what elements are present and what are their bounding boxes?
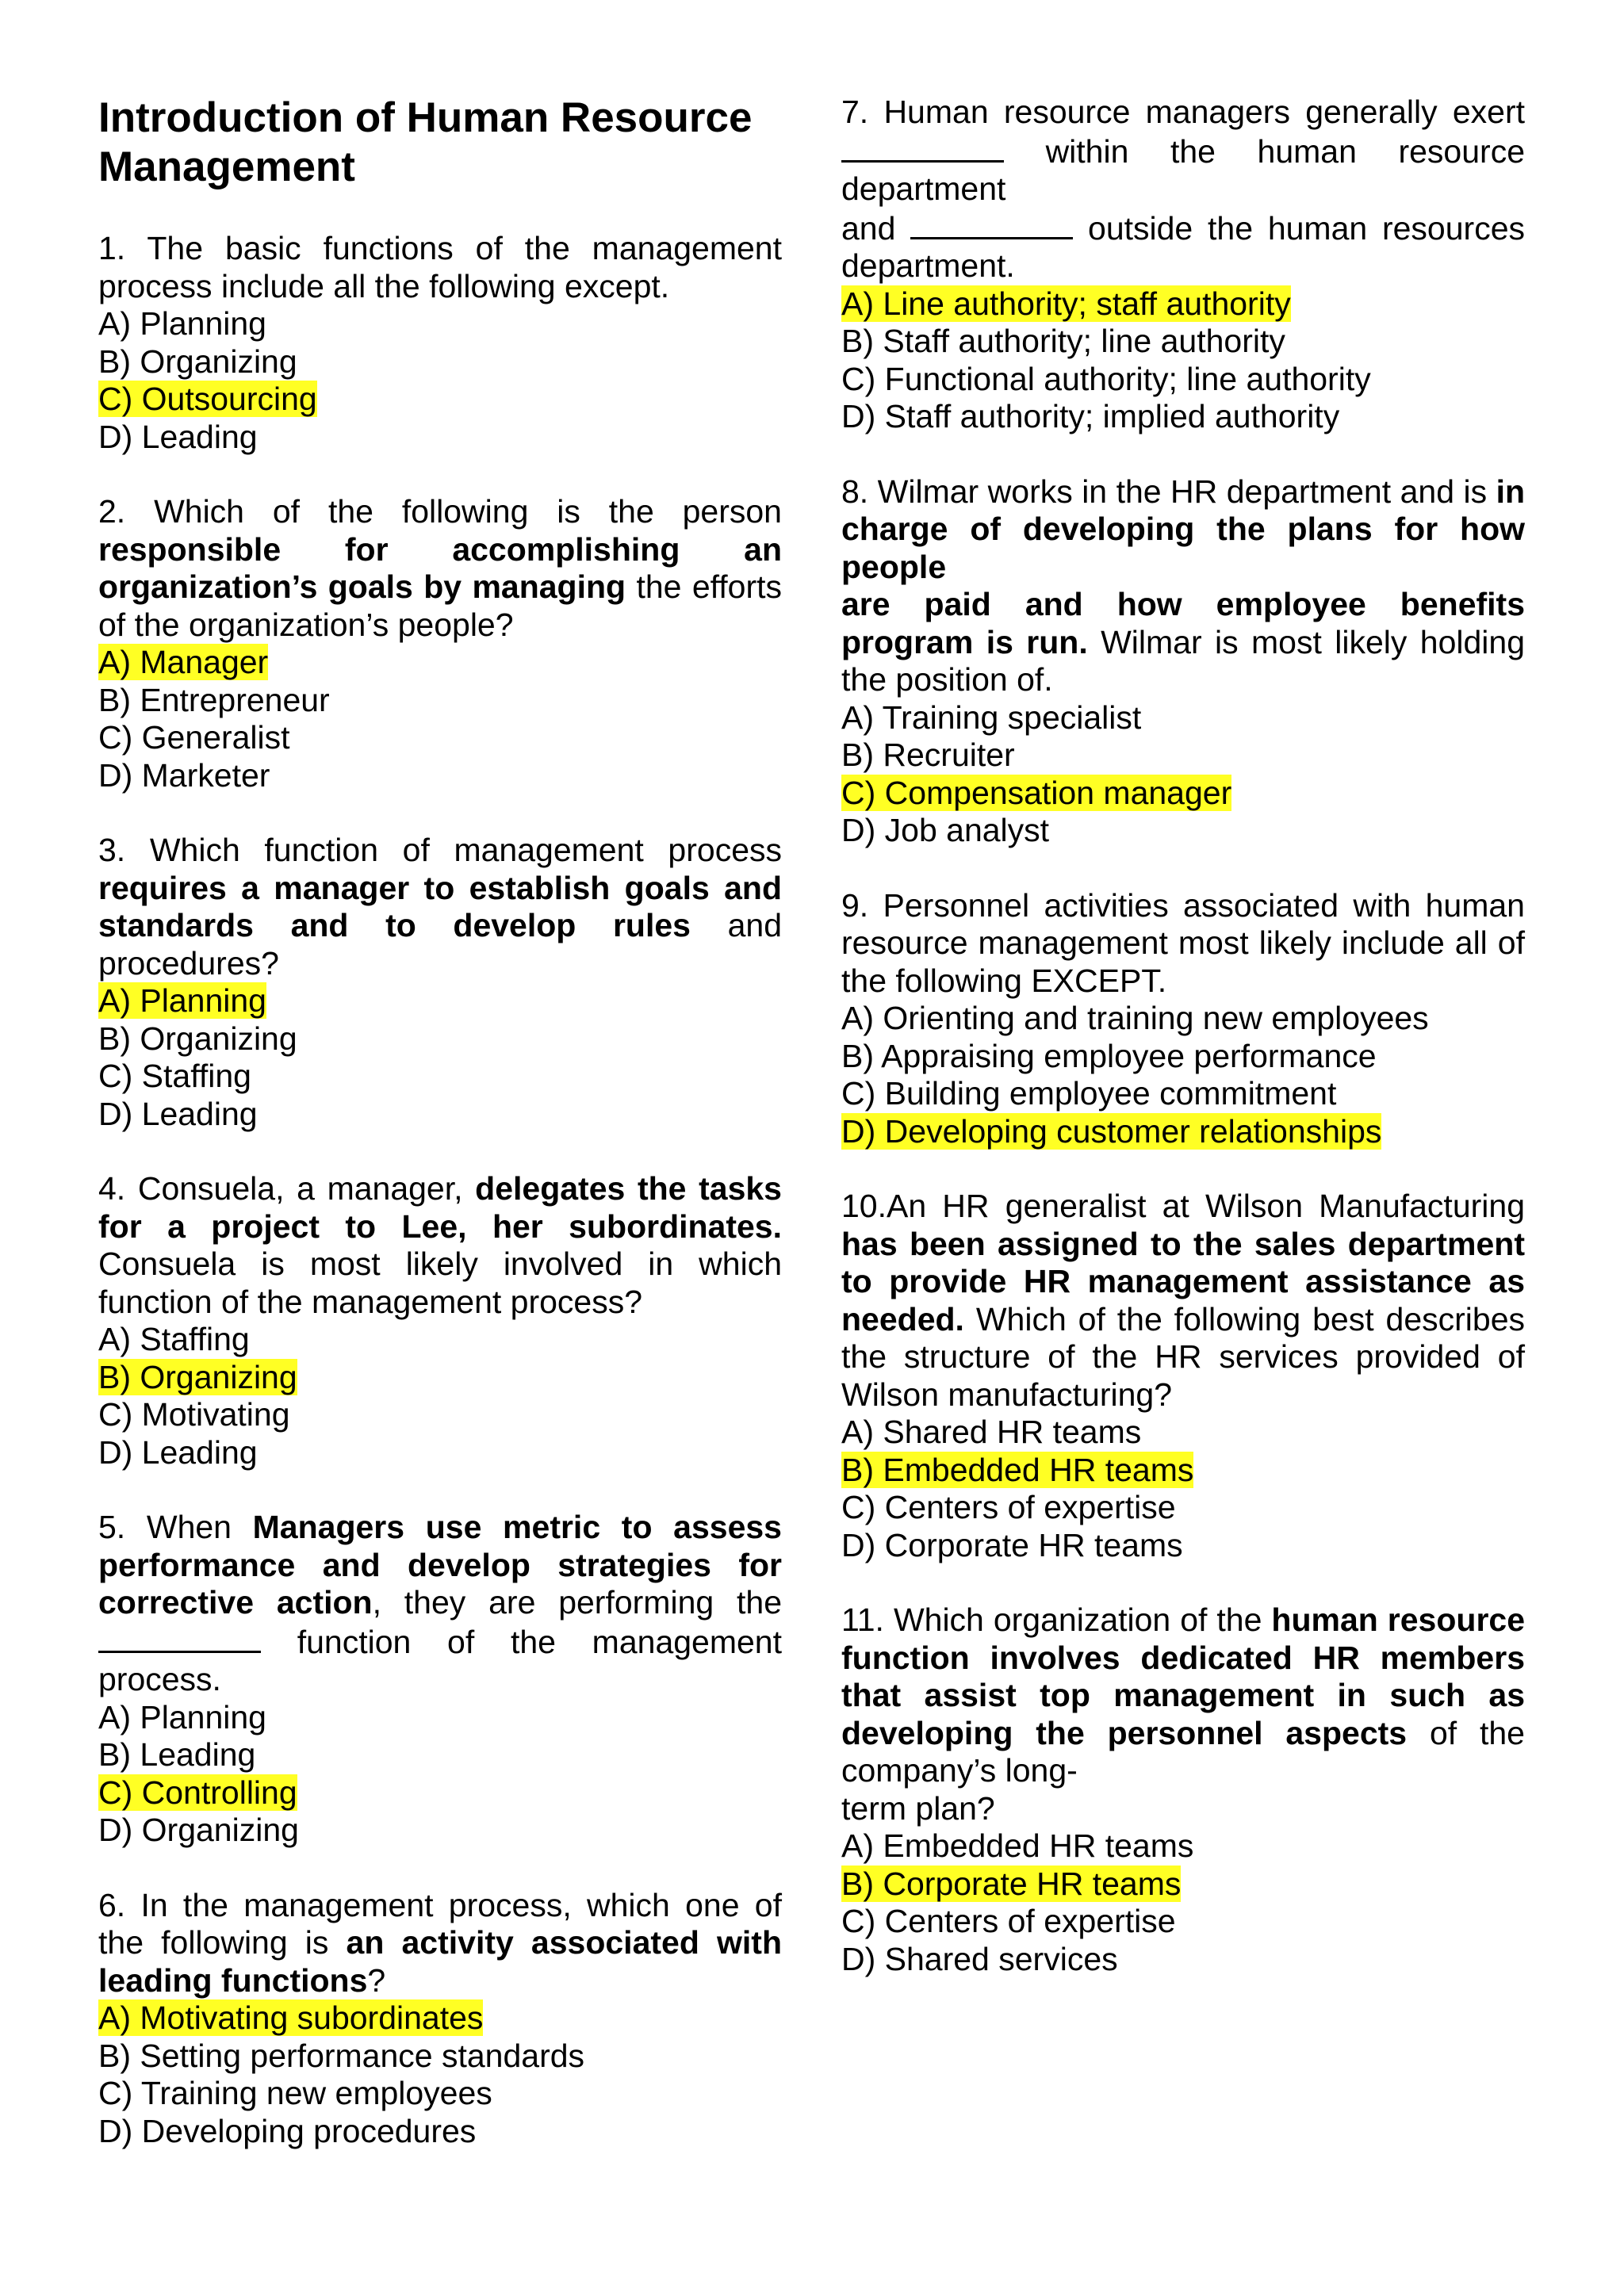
answer-option xyxy=(98,1058,782,1096)
answer-option-label: A) Planning xyxy=(98,1698,266,1735)
correct-answer-highlight: A) Motivating subordinates xyxy=(98,1999,484,2036)
question-text-run: Consuela is most likely involved in which function of the management process? xyxy=(98,1246,782,1320)
answer-option xyxy=(841,1903,1525,1941)
question-5 xyxy=(98,1509,782,1850)
question-text-run: and procedures? xyxy=(98,907,782,982)
question-9 xyxy=(841,887,1525,1151)
question-text-run: of the company’s long- xyxy=(841,1714,1525,1789)
question-text xyxy=(98,1509,782,1699)
answer-option-label: A) Planning xyxy=(98,305,266,342)
question-text xyxy=(841,1188,1525,1414)
answer-blank xyxy=(841,132,1004,163)
question-text-bold: are paid and how employee benefits program is run. xyxy=(841,586,1525,660)
answer-option xyxy=(841,1941,1525,1979)
answer-option xyxy=(841,1075,1525,1113)
answer-option-label: D) Leading xyxy=(98,1095,258,1132)
question-text-run: , they are performing the xyxy=(372,1584,782,1621)
question-text-bold: delegates the tasks for a project to Lee, her subordinates. xyxy=(98,1170,782,1245)
question-text-run: the efforts of the organization’s people? xyxy=(98,568,783,643)
correct-answer-highlight: C) Outsourcing xyxy=(98,381,317,417)
answer-option-label: C) Generalist xyxy=(98,719,290,756)
answer-options xyxy=(98,1699,782,1850)
correct-answer-highlight: B) Embedded HR teams xyxy=(841,1451,1194,1488)
answer-option-label: B) Appraising employee performance xyxy=(841,1037,1377,1074)
question-8 xyxy=(841,473,1525,850)
answer-option xyxy=(841,737,1525,775)
answer-option xyxy=(98,1774,782,1812)
question-text-run: ? xyxy=(367,1961,386,1999)
answer-option xyxy=(841,699,1525,737)
answer-option-label: C) Centers of expertise xyxy=(841,1903,1176,1939)
answer-option xyxy=(841,1113,1525,1151)
answer-option xyxy=(98,1699,782,1737)
question-text-run: and xyxy=(841,209,911,247)
correct-answer-highlight: C) Compensation manager xyxy=(841,774,1232,811)
answer-option-label: B) Setting performance standards xyxy=(98,2037,585,2074)
answer-option-label: B) Leading xyxy=(98,1736,256,1773)
question-text-bold: human resource function involves dedicated HR members that assist top management in such as developing the personnel aspects xyxy=(841,1601,1525,1751)
question-3 xyxy=(98,832,782,1133)
answer-option xyxy=(841,1000,1525,1038)
question-text-run: Which of the following best describes the structure of the HR services provided of Wilson manufacturing? xyxy=(841,1300,1525,1413)
answer-option xyxy=(841,1489,1525,1527)
answer-option xyxy=(98,719,782,757)
answer-option xyxy=(98,2113,782,2151)
answer-option xyxy=(98,1359,782,1397)
answer-blank xyxy=(98,1622,261,1653)
answer-option-label: A) Embedded HR teams xyxy=(841,1827,1194,1864)
answer-option xyxy=(98,1321,782,1359)
answer-option xyxy=(841,323,1525,361)
question-text-run: 9. Personnel activities associated with human resource management most likely include all of the following EXCEPT. xyxy=(841,886,1525,999)
question-text-run: Wilmar is most likely holding the position of. xyxy=(841,623,1526,698)
answer-option-label: D) Leading xyxy=(98,1433,258,1471)
question-7 xyxy=(841,94,1525,436)
question-text xyxy=(98,832,782,982)
answer-options xyxy=(98,644,782,794)
question-text-run: 2. Which of the following is the person xyxy=(98,493,782,530)
question-2 xyxy=(98,493,782,794)
answer-option-label: D) Staff authority; implied authority xyxy=(841,398,1340,434)
answer-option-label: B) Organizing xyxy=(98,1020,297,1057)
question-text-run: 11. Which organization of the xyxy=(841,1601,1272,1638)
answer-option xyxy=(98,2038,782,2076)
answer-option xyxy=(98,1999,782,2038)
answer-option xyxy=(841,775,1525,813)
question-text-bold: requires a manager to establish goals and standards and to develop rules xyxy=(98,869,782,943)
answer-option xyxy=(98,1736,782,1774)
answer-option-label: C) Building employee commitment xyxy=(841,1075,1337,1112)
answer-option-label: B) Staff authority; line authority xyxy=(841,323,1285,359)
question-text xyxy=(98,493,782,644)
answer-option xyxy=(841,361,1525,399)
question-4 xyxy=(98,1170,782,1471)
question-text-run: outside the human resources department. xyxy=(841,209,1525,284)
answer-option-label: A) Staffing xyxy=(98,1321,250,1357)
answer-option-label: D) Job analyst xyxy=(841,812,1050,848)
answer-options xyxy=(841,1000,1525,1150)
answer-option-label: B) Recruiter xyxy=(841,737,1015,773)
answer-option-label: C) Staffing xyxy=(98,1058,251,1094)
question-text xyxy=(841,473,1525,699)
question-text xyxy=(841,887,1525,1001)
correct-answer-highlight: B) Organizing xyxy=(98,1358,297,1395)
answer-option-label: A) Shared HR teams xyxy=(841,1414,1142,1450)
answer-option xyxy=(98,305,782,343)
page-title: Introduction of Human Resource Management xyxy=(98,94,753,190)
answer-option-label: C) Centers of expertise xyxy=(841,1489,1176,1525)
question-text-bold: in charge of developing the plans for how people xyxy=(841,473,1525,585)
answer-option-label: C) Motivating xyxy=(98,1396,290,1433)
answer-option xyxy=(98,1812,782,1850)
answer-option xyxy=(98,644,782,682)
answer-option xyxy=(98,757,782,795)
answer-option xyxy=(98,381,782,419)
answer-option xyxy=(98,2075,782,2113)
question-text-run: 4. Consuela, a manager, xyxy=(98,1170,476,1207)
answer-option-label: B) Entrepreneur xyxy=(98,681,330,718)
question-text-run: term plan? xyxy=(841,1789,995,1827)
question-text-run: 6. In the management process, which one of the following is xyxy=(98,1886,782,1961)
answer-option xyxy=(98,1020,782,1058)
answer-option-label: C) Functional authority; line authority xyxy=(841,360,1371,397)
answer-options xyxy=(98,982,782,1133)
answer-option-label: D) Shared services xyxy=(841,1940,1118,1977)
answer-options xyxy=(98,305,782,456)
answer-option xyxy=(841,1527,1525,1565)
question-text xyxy=(98,1887,782,2000)
question-text xyxy=(98,230,782,305)
answer-option xyxy=(841,812,1525,850)
correct-answer-highlight: A) Planning xyxy=(98,982,266,1019)
answer-option-label: D) Corporate HR teams xyxy=(841,1526,1183,1563)
answer-option xyxy=(841,1038,1525,1076)
answer-options xyxy=(841,699,1525,850)
answer-option xyxy=(98,1396,782,1434)
answer-option-label: D) Organizing xyxy=(98,1812,299,1848)
answer-option xyxy=(841,1414,1525,1452)
answer-option xyxy=(841,285,1525,323)
question-text-run: 5. When xyxy=(98,1509,253,1545)
answer-option xyxy=(98,682,782,720)
answer-option-label: D) Leading xyxy=(98,418,258,455)
answer-option-label: B) Organizing xyxy=(98,342,297,380)
question-text-bold: responsible for accomplishing an organization’s goals by managing xyxy=(98,530,782,605)
correct-answer-highlight: A) Line authority; staff authority xyxy=(841,285,1291,322)
question-text-run: 3. Which function of management process xyxy=(98,832,782,868)
question-6 xyxy=(98,1887,782,2151)
question-text-bold: has been assigned to the sales department to provide HR management assistance as needed. xyxy=(841,1225,1525,1337)
question-text-run: 7. Human resource managers generally exert xyxy=(841,94,1525,130)
question-text-run: 10.An HR generalist at Wilson Manufacturing xyxy=(841,1188,1525,1224)
answer-option xyxy=(841,1452,1525,1490)
answer-options xyxy=(98,1321,782,1471)
answer-option-label: A) Training specialist xyxy=(841,698,1142,736)
answer-option xyxy=(98,343,782,381)
question-text-run: within the human resource department xyxy=(841,132,1525,207)
question-text-run: 8. Wilmar works in the HR department and is xyxy=(841,473,1496,510)
question-text-run: 1. The basic functions of the management process include all the following except. xyxy=(98,230,782,304)
question-text xyxy=(841,1601,1525,1827)
question-text-run: function of the management process. xyxy=(98,1623,782,1697)
right-column xyxy=(841,94,1525,2015)
left-column xyxy=(98,94,782,2187)
correct-answer-highlight: C) Controlling xyxy=(98,1774,297,1811)
question-1 xyxy=(98,230,782,456)
answer-option-label: A) Orienting and training new employees xyxy=(841,1000,1429,1036)
question-text xyxy=(841,94,1525,285)
answer-options xyxy=(841,285,1525,436)
answer-option xyxy=(98,982,782,1020)
answer-option xyxy=(98,419,782,457)
answer-option-label: D) Marketer xyxy=(98,756,270,794)
answer-option xyxy=(841,1866,1525,1904)
question-10 xyxy=(841,1188,1525,1564)
question-11 xyxy=(841,1601,1525,1978)
answer-options xyxy=(98,1999,782,2150)
correct-answer-highlight: B) Corporate HR teams xyxy=(841,1865,1182,1902)
correct-answer-highlight: D) Developing customer relationships xyxy=(841,1112,1382,1150)
question-text xyxy=(98,1170,782,1321)
answer-option-label: D) Developing procedures xyxy=(98,2112,477,2149)
answer-option xyxy=(841,1827,1525,1866)
answer-options xyxy=(841,1827,1525,1978)
correct-answer-highlight: A) Manager xyxy=(98,644,269,680)
answer-option xyxy=(98,1434,782,1472)
answer-option xyxy=(98,1096,782,1134)
question-text-bold: Managers use metric to assess performance and develop strategies for corrective action xyxy=(98,1509,782,1621)
answer-option xyxy=(841,398,1525,436)
answer-options xyxy=(841,1414,1525,1564)
answer-option-label: C) Training new employees xyxy=(98,2075,492,2111)
question-text-bold: an activity associated with leading functions xyxy=(98,1924,782,1999)
answer-blank xyxy=(910,209,1073,239)
